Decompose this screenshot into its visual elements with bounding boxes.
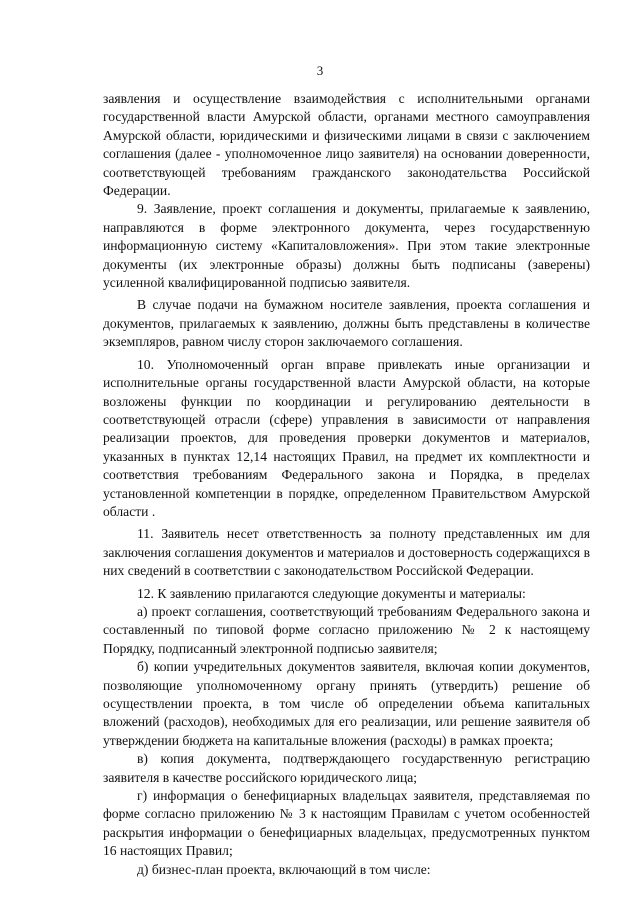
paragraph: в) копия документа, подтверждающего государственную регистрацию заявителя в качестве российского юридического лица; bbox=[103, 751, 590, 785]
page-number: 3 bbox=[316, 63, 324, 78]
document-body bbox=[103, 90, 590, 879]
paragraph: 12. К заявлению прилагаются следующие документы и материалы: bbox=[137, 585, 526, 601]
paragraph: 9. Заявление, проект соглашения и документы, прилагаемые к заявлению, направляются в форме электронного документа, через государственную информационную систему «Капиталовложения». При этом такие электронные документы (их электронные образы) должны быть подписаны (заверены) усиленной квалифицированной подписью заявителя. bbox=[103, 201, 590, 291]
paragraph: б) копии учредительных документов заявителя, включая копии документов, позволяющие уполномоченному органу принять (утвердить) решение об осуществлении проекта, в том числе об определении объема капитальных вложений (расходов), необходимых для его реализации, или решение заявителя об утверждении бюджета на капитальные вложения (расходы) в рамках проекта; bbox=[103, 659, 590, 748]
paragraph: г) информация о бенефициарных владельцах заявителя, представляемая по форме согласно приложению № 3 к настоящим Правилам с учетом особенностей раскрытия информации о бенефициарных владельцах, предусмотренных пунктом 16 настоящих Правил; bbox=[103, 788, 590, 859]
paragraph: а) проект соглашения, соответствующий требованиям Федерального закона и составленный по типовой форме согласно приложению № 2 к настоящему Порядку, подписанный электронной подписью заявителя; bbox=[103, 603, 590, 656]
paragraph: д) бизнес-план проекта, включающий в том числе: bbox=[137, 861, 431, 877]
paragraph: В случае подачи на бумажном носителе заявления, проекта соглашения и документов, прилагаемых к заявлению, должны быть представлены в количестве экземпляров, равном числу сторон заключаемого соглашения. bbox=[103, 297, 590, 350]
paragraph: заявления и осуществление взаимодействия с исполнительными органами государственной власти Амурской области, органами местного самоуправления Амурской области, юридическими и физическими лицами в связи с заключением соглашения (далее - уполномоченное лицо заявителя) на основании доверенности, соответствующей требованиям гражданского законодательства Российской Федерации. bbox=[103, 91, 590, 199]
paragraph: 11. Заявитель несет ответственность за полноту представленных им для заключения соглашения документов и материалов и достоверность содержащихся в них сведений в соответствии с законодательством Российской Федерации. bbox=[103, 526, 590, 579]
paragraph: 10. Уполномоченный орган вправе привлекать иные организации и исполнительные органы государственной власти Амурской области, на которые возложены функции по координации и регулированию деятельности в соответствующей отрасли (сфере) управления в зависимости от направления реализации проектов, для проведения проверки документов и материалов, указанных в пунктах 12,14 настоящих Правил, на предмет их комплектности и соответствия требованиям Федерального закона и Порядка, в пределах установленной компетенции в порядке, определенном Правительством Амурской области . bbox=[103, 356, 590, 519]
